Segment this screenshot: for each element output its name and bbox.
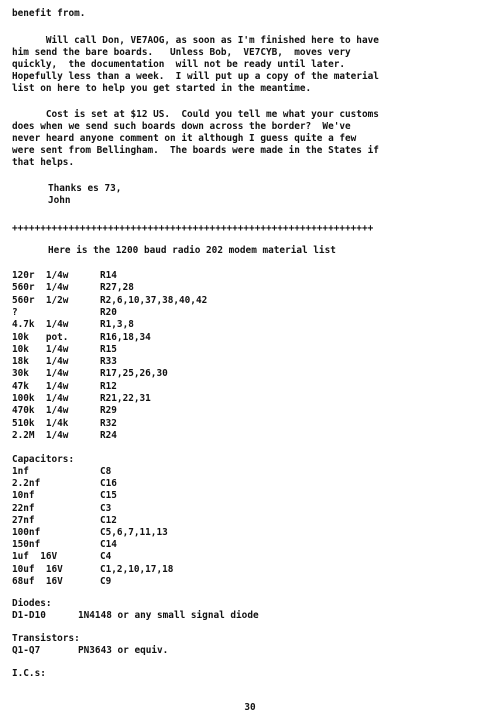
part-value: 30k 1/4w — [12, 368, 69, 380]
part-value: 470k 1/4w — [12, 405, 69, 417]
text-line: never heard anyone comment on it although I guess quite a few — [12, 133, 357, 144]
part-references: R27,28 — [100, 282, 134, 294]
part-value: 47k 1/4w — [12, 380, 69, 392]
part-references: R2,6,10,37,38,40,42 — [100, 294, 208, 306]
page-number: 30 — [244, 702, 256, 713]
part-references: 1N4148 or any small signal diode — [78, 610, 259, 621]
transistors-heading: Transistors: — [12, 633, 80, 644]
part-references: R21,22,31 — [100, 393, 151, 404]
text-line: were sent from Bellingham. The boards were made in the States if — [12, 145, 379, 156]
part-references: R32 — [100, 417, 117, 429]
part-value: 68uf 16V — [12, 575, 63, 587]
part-value: 100k 1/4w — [12, 393, 69, 404]
part-value: 4.7k 1/4w — [12, 319, 69, 331]
part-references: C1,2,10,17,18 — [100, 563, 174, 575]
part-value: 1nf — [12, 466, 29, 477]
signoff: Thanks es 73, — [48, 183, 122, 194]
part-value: 1uf 16V — [12, 551, 58, 563]
part-references: PN3643 or equiv. — [78, 645, 169, 656]
part-references: C8 — [100, 466, 112, 477]
part-references: C9 — [100, 575, 112, 587]
part-value: 100nf — [12, 527, 41, 538]
part-value: ? — [12, 306, 18, 318]
part-value: 10k 1/4w — [12, 343, 69, 355]
part-value: 18k 1/4w — [12, 356, 69, 368]
divider-line: ++++++++++++++++++++++++++++++++++++++++++++++++++++++++++++++++ — [12, 223, 374, 234]
part-references: R20 — [100, 306, 117, 318]
part-references: C5,6,7,11,13 — [100, 527, 168, 538]
part-value: 2.2M 1/4w — [12, 429, 69, 441]
capacitors-heading: Capacitors: — [12, 454, 75, 465]
part-value: 27nf — [12, 514, 35, 526]
part-references: R1,3,8 — [100, 319, 134, 331]
part-references: R17,25,26,30 — [100, 368, 168, 380]
part-value: 560r 1/4w — [12, 282, 69, 294]
part-value: 510k 1/4k — [12, 417, 69, 429]
text-line: does when we send such boards down across the border? We've — [12, 121, 351, 132]
diodes-heading: Diodes: — [12, 598, 52, 609]
material-list-title: Here is the 1200 baud radio 202 modem material list — [48, 245, 336, 256]
part-value: 2.2nf — [12, 478, 41, 490]
text-line: Cost is set at $12 US. Could you tell me what your customs — [12, 109, 379, 120]
part-references: R24 — [100, 429, 117, 441]
part-references: R16,18,34 — [100, 331, 151, 343]
part-value: Q1-Q7 — [12, 645, 41, 656]
part-value: 560r 1/2w — [12, 294, 69, 306]
part-references: R12 — [100, 380, 117, 392]
part-references: R29 — [100, 405, 117, 417]
text-line: him send the bare boards. Unless Bob, VE7CYB, moves very — [12, 47, 351, 58]
part-references: C3 — [100, 502, 112, 514]
part-references: C4 — [100, 551, 112, 563]
part-value: 120r 1/4w — [12, 270, 69, 281]
part-references: C12 — [100, 514, 117, 526]
text-line: that helps. — [12, 157, 75, 168]
signature: John — [48, 195, 71, 206]
part-references: R33 — [100, 356, 117, 368]
part-value: 10uf 16V — [12, 563, 63, 575]
ics-heading: I.C.s: — [12, 668, 46, 679]
part-value: D1-D10 — [12, 610, 46, 621]
part-value: 150nf — [12, 539, 41, 551]
part-references: R15 — [100, 343, 117, 355]
part-references: R14 — [100, 270, 117, 281]
part-references: C15 — [100, 490, 117, 502]
part-value: 10nf — [12, 490, 35, 502]
text-line: Will call Don, VE7AOG, as soon as I'm finished here to have — [12, 35, 379, 46]
part-references: C14 — [100, 539, 117, 551]
part-references: C16 — [100, 478, 117, 490]
text-line: list on here to help you get started in the meantime. — [12, 83, 312, 94]
part-value: 10k pot. — [12, 331, 69, 343]
intro-first-line: benefit from. — [12, 8, 86, 19]
part-value: 22nf — [12, 502, 35, 514]
text-line: quickly, the documentation will not be ready until later. — [12, 59, 346, 70]
text-line: Hopefully less than a week. I will put up a copy of the material — [12, 71, 379, 82]
